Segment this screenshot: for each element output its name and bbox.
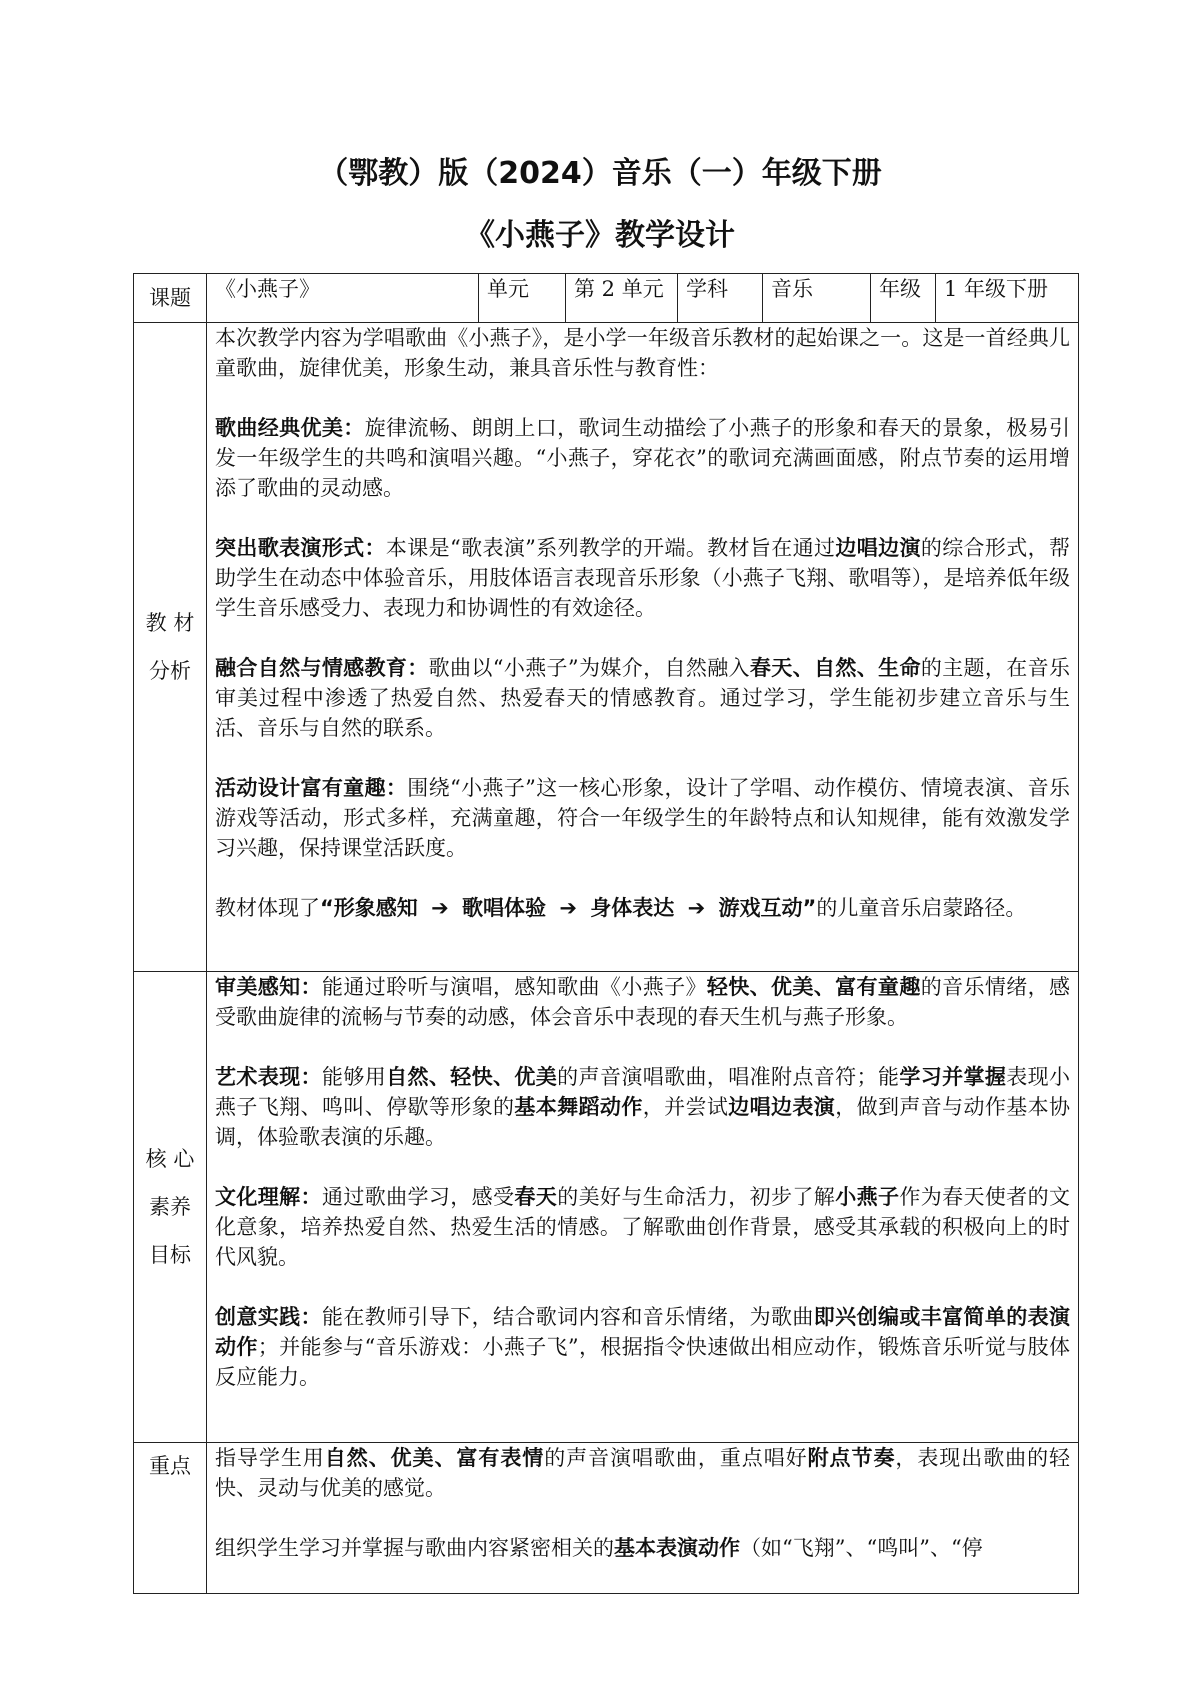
goals-label-line-1: 核 心	[145, 1147, 195, 1171]
arrow-right-icon: ➔	[559, 896, 577, 920]
goals-content	[207, 972, 1079, 1443]
goals-label-line-2: 素养	[149, 1195, 191, 1219]
analysis-row	[134, 323, 1079, 972]
analysis-paragraph-5: 教材体现了“形象感知 ➔ 歌唱体验 ➔ 身体表达 ➔ 游戏互动”的儿童音乐启蒙路径。	[215, 893, 1070, 923]
header-row	[134, 274, 1079, 323]
lesson-table	[133, 273, 1079, 1594]
goals-label	[134, 972, 207, 1443]
analysis-intro: 本次教学内容为学唱歌曲《小燕子》，是小学一年级音乐教材的起始课之一。这是一首经典儿童歌曲，旋律优美，形象生动，兼具音乐性与教育性：	[215, 326, 1070, 380]
arrow-right-icon: ➔	[431, 896, 449, 920]
analysis-label-line-2: 分析	[149, 659, 191, 683]
grade-label: 年级	[871, 274, 936, 323]
grade-value: 1 年级下册	[936, 274, 1079, 323]
goal-artistic: 艺术表现：能够用自然、轻快、优美的声音演唱歌曲，唱准附点音符；能学习并掌握表现小燕子飞翔、鸣叫、停歇等形象的基本舞蹈动作，并尝试边唱边表演，做到声音与动作基本协调，体验歌表演的乐趣。	[215, 1065, 1071, 1149]
key-point-1: 指导学生用自然、优美、富有表情的声音演唱歌曲，重点唱好附点节奏，表现出歌曲的轻快、灵动与优美的感觉。	[215, 1446, 1071, 1500]
goal-cultural: 文化理解：通过歌曲学习，感受春天的美好与生命活力，初步了解小燕子作为春天使者的文化意象，培养热爱自然、热爱生活的情感。了解歌曲创作背景，感受其承载的积极向上的时代风貌。	[215, 1185, 1071, 1269]
analysis-paragraph-1: 歌曲经典优美：旋律流畅、朗朗上口，歌词生动描绘了小燕子的形象和春天的景象，极易引发一年级学生的共鸣和演唱兴趣。“小燕子，穿花衣”的歌词充满画面感，附点节奏的运用增添了歌曲的灵动感。	[215, 416, 1071, 500]
analysis-paragraph-2: 突出歌表演形式：本课是“歌表演”系列教学的开端。教材旨在通过边唱边演的综合形式，帮助学生在动态中体验音乐，用肢体语言表现音乐形象（小燕子飞翔、歌唱等），是培养低年级学生音乐感受力、表现力和协调性的有效途径。	[215, 536, 1071, 620]
topic-value: 《小燕子》	[207, 274, 479, 323]
subject-label: 学科	[678, 274, 763, 323]
goal-aesthetic: 审美感知：能通过聆听与演唱，感知歌曲《小燕子》轻快、优美、富有童趣的音乐情绪，感受歌曲旋律的流畅与节奏的动感，体会音乐中表现的春天生机与燕子形象。	[215, 975, 1071, 1029]
analysis-label-line-1: 教 材	[145, 611, 195, 635]
document-title: （鄂教）版（2024）音乐（一）年级下册	[318, 156, 882, 191]
subject-value: 音乐	[763, 274, 871, 323]
analysis-paragraph-3: 融合自然与情感教育：歌曲以“小燕子”为媒介，自然融入春天、自然、生命的主题，在音乐审美过程中渗透了热爱自然、热爱春天的情感教育。通过学习，学生能初步建立音乐与生活、音乐与自然的联系。	[215, 656, 1071, 740]
goal-creative: 创意实践：能在教师引导下，结合歌词内容和音乐情绪，为歌曲即兴创编或丰富简单的表演动作；并能参与“音乐游戏：小燕子飞”，根据指令快速做出相应动作，锻炼音乐听觉与肢体反应能力。	[215, 1305, 1071, 1389]
key-points-content	[207, 1443, 1079, 1594]
key-points-row	[134, 1443, 1079, 1594]
goals-row	[134, 972, 1079, 1443]
key-point-2: 组织学生学习并掌握与歌曲内容紧密相关的基本表演动作（如“飞翔”、“鸣叫”、“停	[215, 1536, 983, 1560]
goals-label-line-3: 目标	[149, 1243, 191, 1267]
analysis-content	[207, 323, 1079, 972]
topic-label: 课题	[134, 274, 207, 323]
arrow-right-icon: ➔	[687, 896, 706, 920]
unit-value: 第 2 单元	[566, 274, 678, 323]
analysis-label	[134, 323, 207, 972]
unit-label: 单元	[479, 274, 566, 323]
key-points-label: 重点	[134, 1443, 207, 1594]
analysis-paragraph-4: 活动设计富有童趣：围绕“小燕子”这一核心形象，设计了学唱、动作模仿、情境表演、音乐游戏等活动，形式多样，充满童趣，符合一年级学生的年龄特点和认知规律，能有效激发学习兴趣，保持课堂活跃度。	[215, 776, 1070, 860]
document-subtitle: 《小燕子》教学设计	[465, 218, 735, 253]
